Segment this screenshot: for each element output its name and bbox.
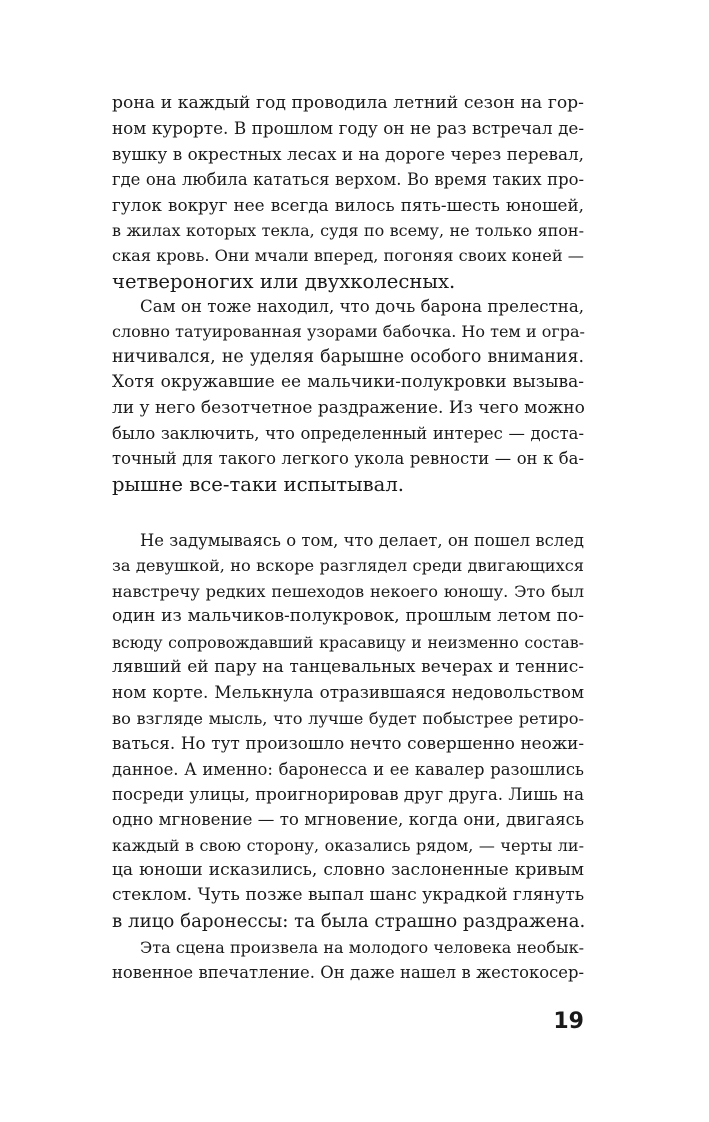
page-number: 19 [553, 1009, 584, 1034]
text-line: ская кровь. Они мчали вперед, погоняя своих коней — [112, 246, 584, 266]
text-line: рышне все-таки испытывал. [112, 472, 405, 496]
text-line: новенное впечатление. Он даже нашел в жестокосер- [112, 963, 584, 983]
text-line: где она любила кататься верхом. Во время таких про- [112, 170, 584, 190]
text-line: в жилах которых текла, судя по всему, не только япон- [112, 220, 584, 240]
text-line: всюду сопровождавший красавицу и неизменно состав- [112, 632, 584, 652]
text-line: ли у него безотчетное раздражение. Из чего можно [112, 397, 585, 418]
text-line: ваться. Но тут произошло нечто совершенно неожи- [112, 733, 584, 754]
text-line: данное. А именно: баронесса и ее кавалер разошлись [112, 759, 584, 779]
text-line: ничивался, не уделяя барышне особого внимания. [112, 346, 584, 367]
text-line: посреди улицы, проигнорировав друг друга. Лишь на [112, 784, 584, 804]
text-line: Эта сцена произвела на молодого человека необык- [140, 938, 584, 957]
text-line: стеклом. Чуть позже выпал шанс украдкой глянуть [112, 885, 585, 906]
text-line: Хотя окружавшие ее мальчики-полукровки вызыва- [112, 372, 584, 393]
text-line: каждый в свою сторону, оказались рядом, — черты ли- [112, 835, 584, 855]
paragraph-3 [112, 528, 584, 934]
text-line: во взгляде мысль, что лучше будет побыстрее ретиро- [112, 708, 584, 728]
text-line: точный для такого легкого укола ревности — он к ба- [112, 449, 584, 469]
text-line: словно татуированная узорами бабочка. Но тем и огра- [112, 322, 585, 342]
paragraph-4 [112, 935, 584, 986]
paragraph-2 [112, 294, 584, 497]
text-line: ном корте. Мелькнула отразившаяся недовольством [112, 682, 584, 703]
text-line: четвероногих или двухколесных. [112, 269, 456, 293]
paragraph-1 [112, 91, 584, 294]
text-line: ца юноши исказились, словно заслоненные кривым [112, 860, 584, 881]
text-line: было заключить, что определенный интерес — доста- [112, 423, 584, 443]
text-line: гулок вокруг нее всегда вилось пять-шесть юношей, [112, 194, 584, 215]
text-line: лявший ей пару на танцевальных вечерах и теннис- [112, 656, 584, 677]
text-line: одно мгновение — то мгновение, когда они, двигаясь [112, 810, 584, 830]
text-line: один из мальчиков-полукровок, прошлым летом по- [112, 606, 584, 627]
text-line: рона и каждый год проводила летний сезон на гор- [112, 93, 584, 113]
text-line: навстречу редких пешеходов некоего юношу. Это был [112, 581, 584, 601]
text-line: вушку в окрестных лесах и на дороге через перевал, [112, 143, 584, 164]
text-line: за девушкой, но вскоре разглядел среди двигающихся [112, 556, 584, 576]
text-line: ном курорте. В прошлом году он не раз встречал де- [112, 118, 584, 139]
text-line: Не задумываясь о том, что делает, он пошел вслед [140, 531, 584, 550]
text-line: Сам он тоже находил, что дочь барона прелестна, [140, 297, 584, 316]
text-line: в лицо баронессы: та была страшно раздражена. [112, 910, 586, 932]
